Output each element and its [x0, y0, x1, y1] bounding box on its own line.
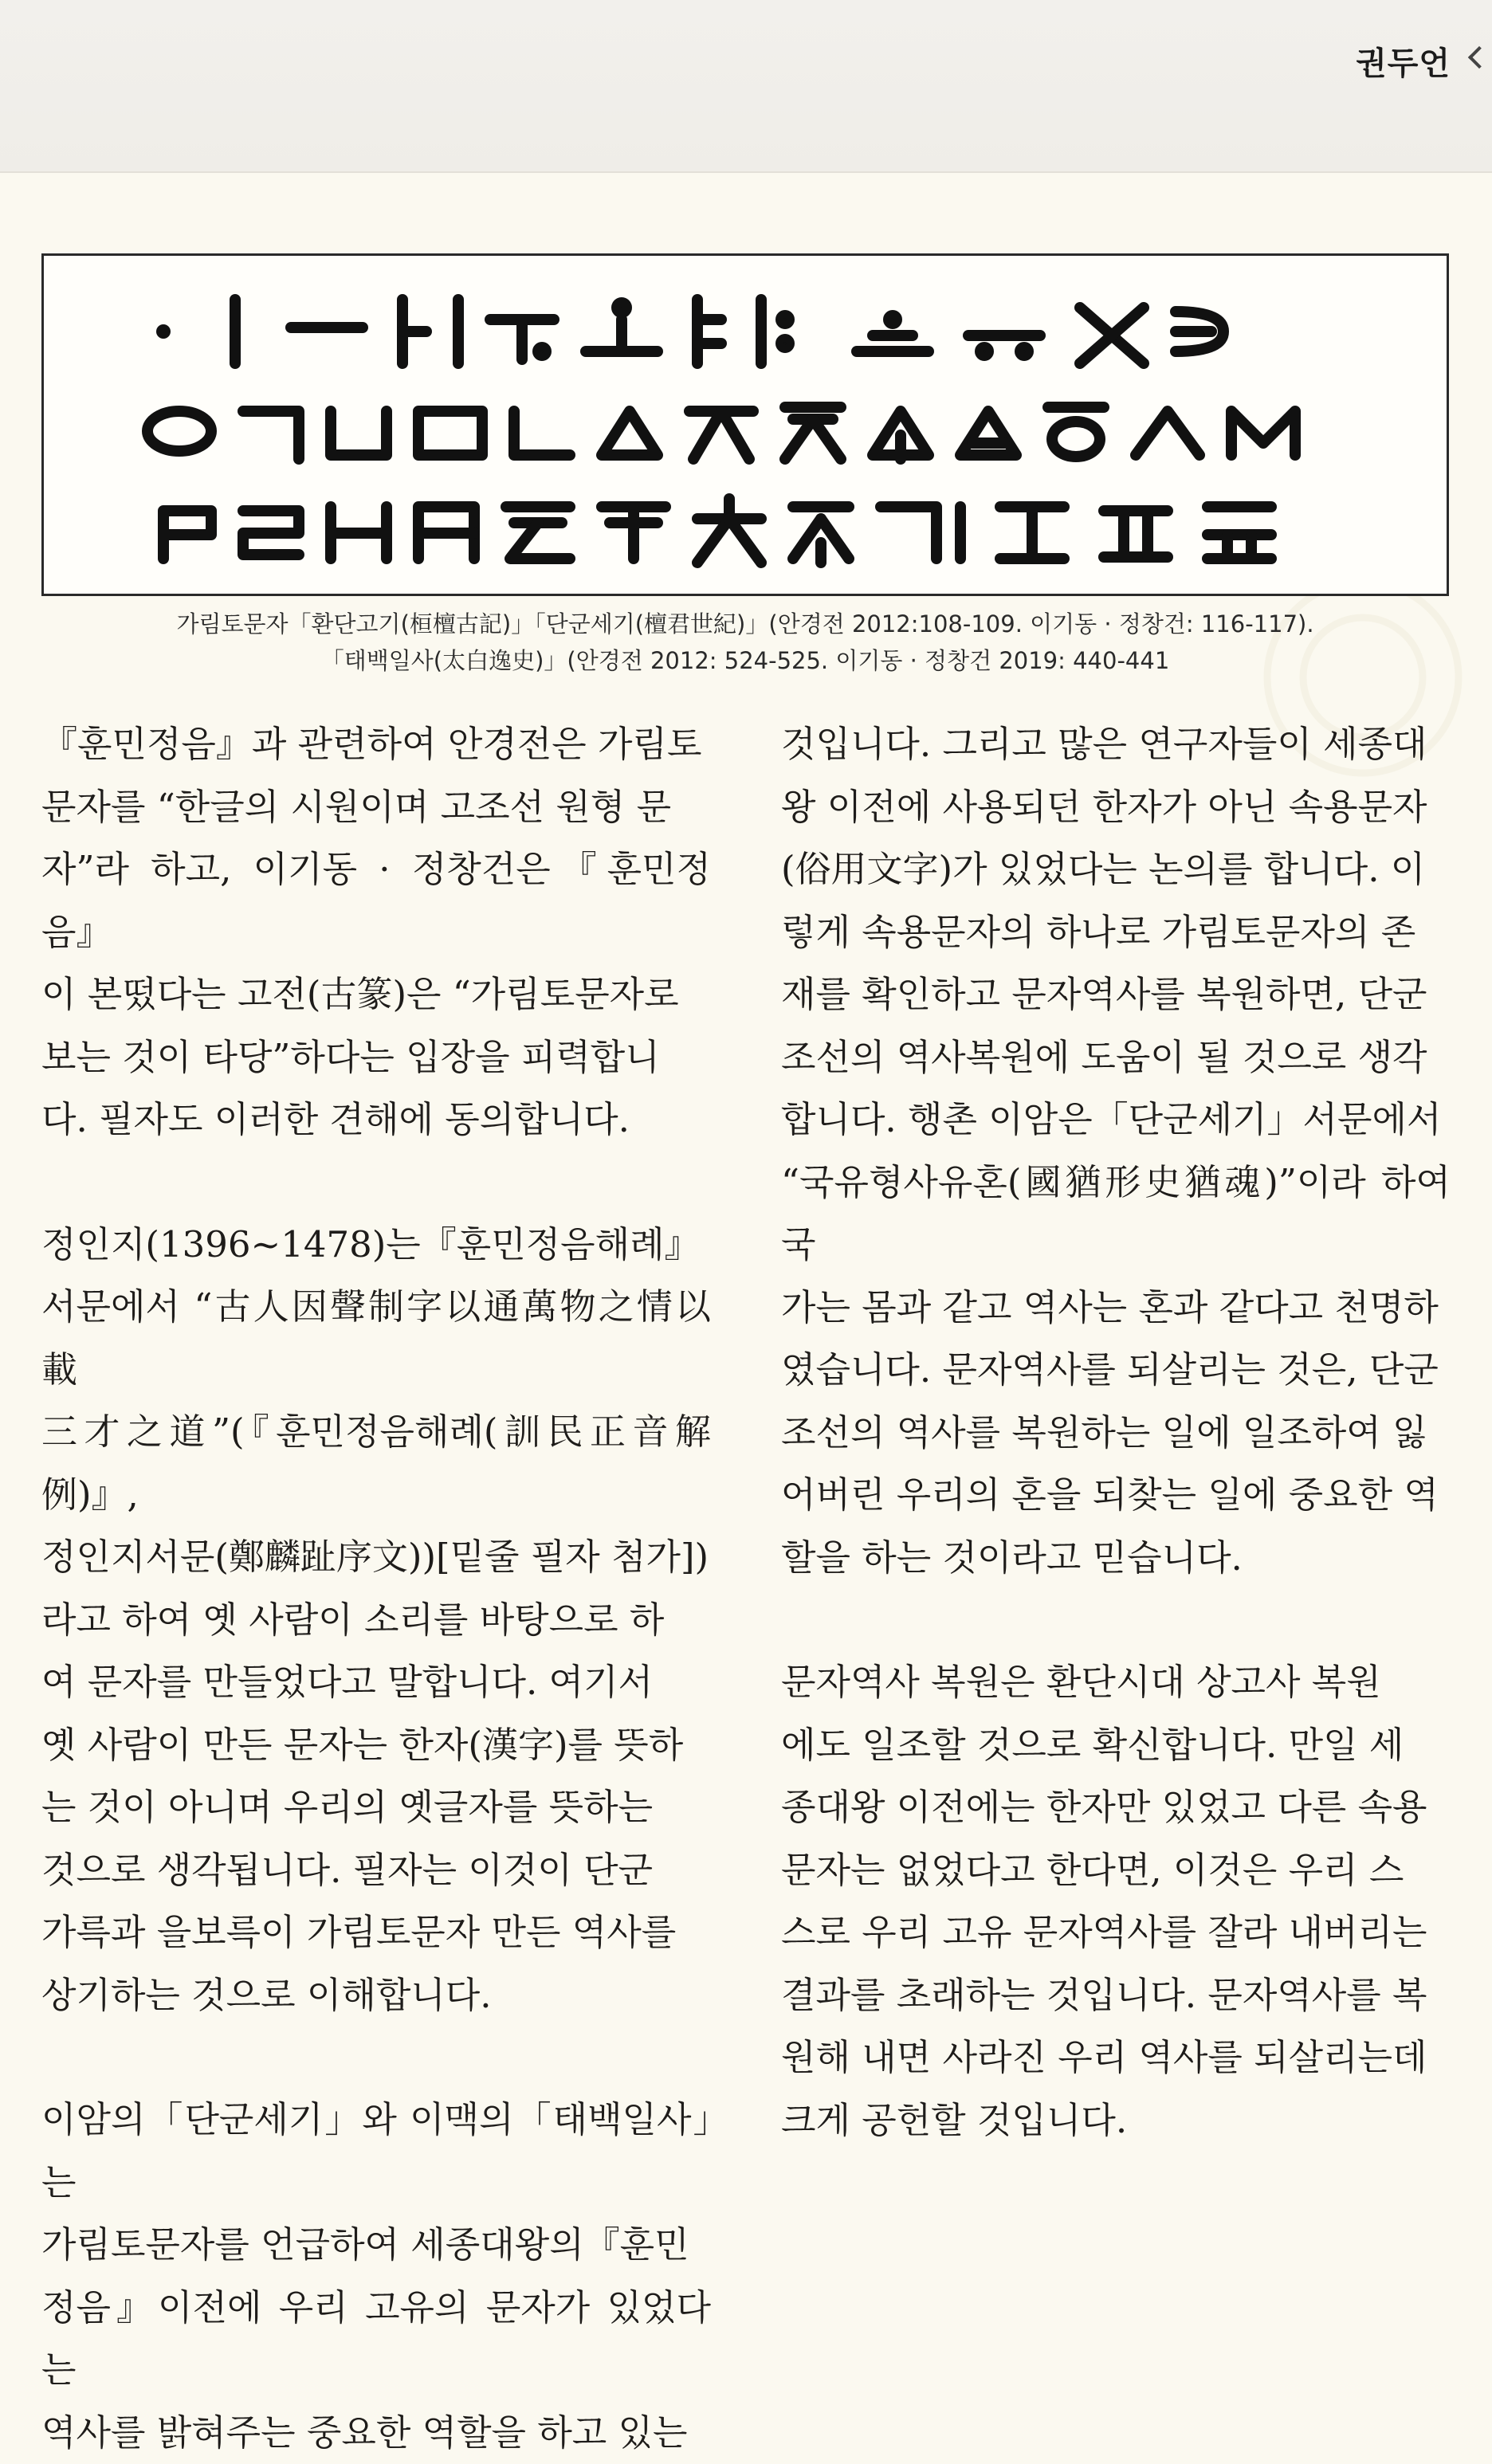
- glyph-row-2: [139, 387, 1383, 475]
- section-label: 권두언: [1356, 45, 1451, 82]
- right-column: [781, 713, 1451, 2152]
- left-paragraph-3: 이암의「단군세기」와 이맥의「태백일사」는 가림토문자를 언급하여 세종대왕의『훈민 정음』이전에 우리 고유의 문자가 있었다는 역사를 밝혀주는 중요한 역할을 하고 있는: [41, 2098, 711, 2454]
- left-column: [41, 713, 711, 2464]
- figure-caption: [41, 606, 1449, 679]
- glyph-row-1: [139, 288, 1383, 375]
- glyph-row-2-image: [139, 387, 1383, 475]
- right-paragraph-2: 문자역사 복원은 환단시대 상고사 복원 에도 일조할 것으로 확신합니다. 만일 세 종대왕 이전에는 한자만 있었고 다른 속용 문자는 없었다고 한다면, 이것은 우리 스 스로 우리 고유 문자역사를 잘라 내버리는 결과를 초래하는 것입니다. 문자역사를 복 원해 내면 사라진 우리 역사를 되살리는데 크게 공헌할 것입니다.: [781, 1661, 1427, 2141]
- header-band: [0, 0, 1492, 173]
- caption-line-1: 가림토문자「환단고기(桓檀古記)」「단군세기(檀君世紀)」(안경전 2012:108-109. 이기동 · 정창건: 116-117).: [176, 610, 1314, 638]
- left-paragraph-1: 『훈민정음』과 관련하여 안경전은 가림토 문자를 “한글의 시원이며 고조선 원형 문 자”라 하고, 이기동 · 정창건은『훈민정음』 이 본떴다는 고전(古篆)은 “가림토문자로 보는 것이 타당”하다는 입장을 피력합니 다. 필자도 이러한 견해에 동의합니다.: [41, 723, 711, 1140]
- glyph-figure: [41, 253, 1449, 596]
- glyph-row-1-image: [139, 288, 1383, 375]
- left-paragraph-2: 정인지(1396~1478)는『훈민정음해례』 서문에서 “古人因聲制字以通萬物之情以載 三才之道”(『훈민정음해례(訓民正音解例)』, 정인지서문(鄭麟趾序文))[밑줄 필자 첨가]) 라고 하여 옛 사람이 소리를 바탕으로 하 여 문자를 만들었다고 말합니다. 여기서 옛 사람이 만든 문자는 한자(漢字)를 뜻하 는 것이 아니며 우리의 옛글자를 뜻하는 것으로 생각됩니다. 필자는 이것이 단군 가륵과 을보륵이 가림토문자 만든 역사를 상기하는 것으로 이해합니다.: [41, 1222, 711, 2016]
- glyph-row-3: [139, 487, 1383, 575]
- glyph-row-3-image: [139, 487, 1383, 575]
- caption-line-2: 「태백일사(太白逸史)」(안경전 2012: 524-525. 이기동 · 정창건 2019: 440-441: [320, 647, 1170, 674]
- right-paragraph-1: 것입니다. 그리고 많은 연구자들이 세종대 왕 이전에 사용되던 한자가 아닌 속용문자 (俗用文字)가 있었다는 논의를 합니다. 이 렇게 속용문자의 하나로 가림토문자의 존 재를 확인하고 문자역사를 복원하면, 단군 조선의 역사복원에 도움이 될 것으로 생각 합니다. 행촌 이암은「단군세기」서문에서 “국유형사유혼(國猶形史猶魂)”이라 하여 국 가는 몸과 같고 역사는 혼과 같다고 천명하 였습니다. 문자역사를 되살리는 것은, 단군 조선의 역사를 복원하는 일에 일조하여 잃 어버린 우리의 혼을 되찾는 일에 중요한 역 할을 하는 것이라고 믿습니다.: [781, 723, 1451, 1579]
